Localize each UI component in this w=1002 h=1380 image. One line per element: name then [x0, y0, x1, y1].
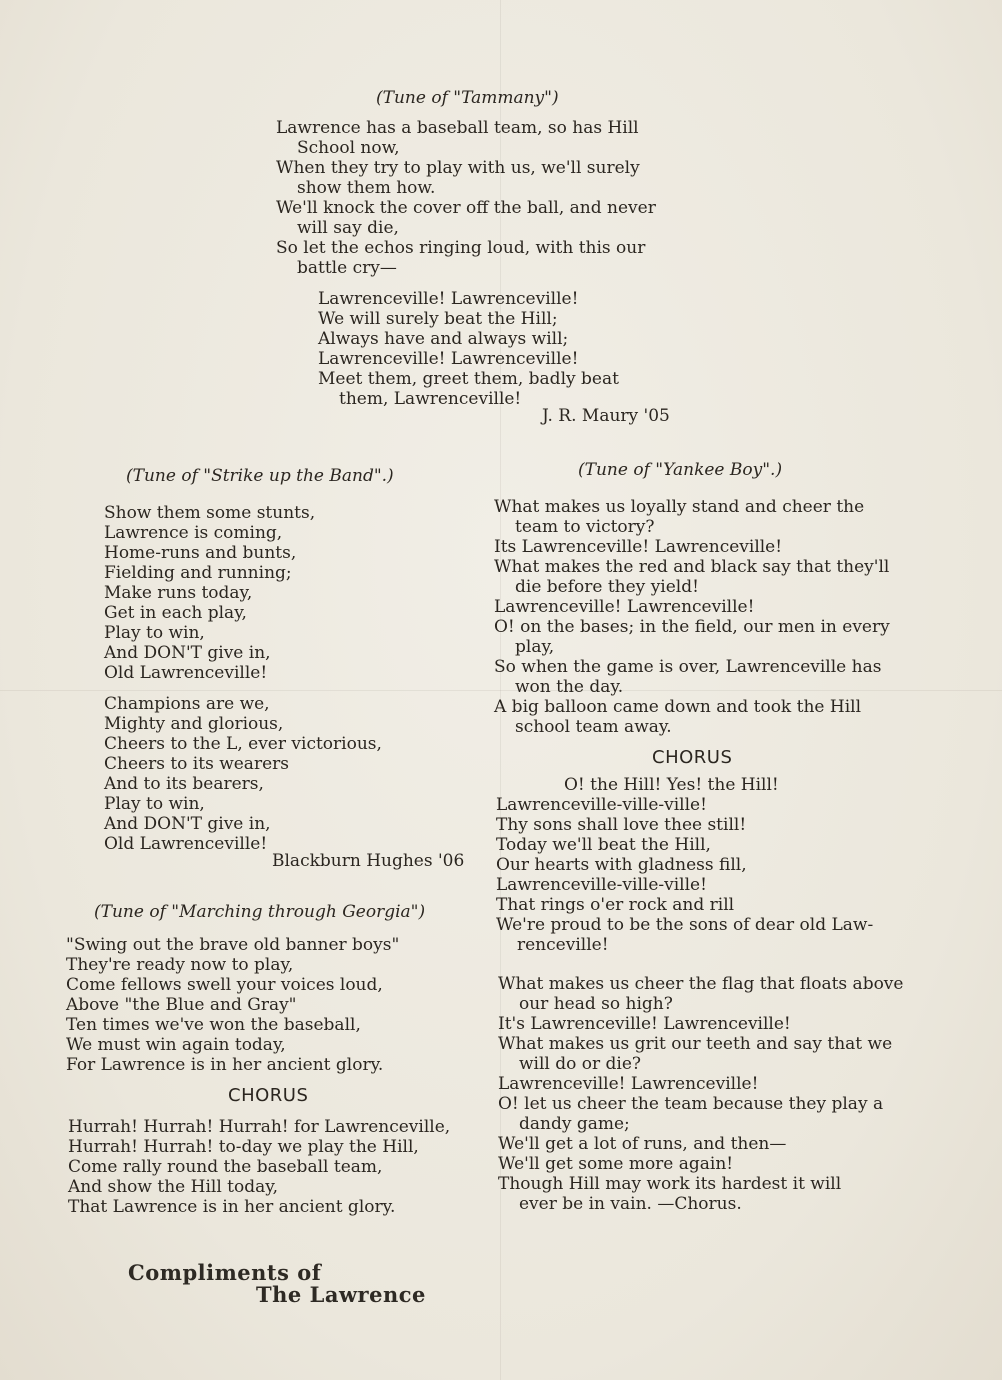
verse-line: Lawrenceville-ville-ville!: [496, 875, 707, 895]
verse-line: We'll get a lot of runs, and then—: [498, 1134, 787, 1154]
verse-line: show them how.: [297, 178, 436, 198]
tammany-title: (Tune of "Tammany"): [376, 88, 559, 108]
verse-line: "Swing out the brave old banner boys": [66, 935, 400, 955]
verse-line: What makes us grit our teeth and say that we: [498, 1034, 893, 1054]
verse-line: A big balloon came down and took the Hill: [494, 697, 862, 717]
verse-line: Play to win,: [104, 623, 205, 643]
verse-line: won the day.: [515, 677, 624, 697]
verse-line: our head so high?: [519, 994, 673, 1014]
verse-line: dandy game;: [519, 1114, 630, 1134]
verse-line: battle cry—: [297, 258, 397, 278]
georgia-title: (Tune of "Marching through Georgia"): [94, 902, 426, 922]
verse-line: Its Lawrenceville! Lawrenceville!: [494, 537, 783, 557]
yankee-boy-title: (Tune of "Yankee Boy".): [578, 460, 783, 480]
verse-line: What makes the red and black say that they'll: [494, 557, 890, 577]
verse-line: And DON'T give in,: [104, 814, 271, 834]
verse-line: Our hearts with gladness fill,: [496, 855, 747, 875]
georgia-chorus: [68, 1117, 468, 1217]
verse-line: Make runs today,: [104, 583, 253, 603]
verse-line: Lawrence has a baseball team, so has Hill: [276, 118, 639, 138]
verse-line: Play to win,: [104, 794, 205, 814]
georgia-verse: [66, 935, 466, 1075]
tammany-chorus: [318, 289, 678, 409]
verse-line: Cheers to its wearers: [104, 754, 289, 774]
verse-line: So when the game is over, Lawrenceville has: [494, 657, 882, 677]
verse-line: O! let us cheer the team because they play a: [498, 1094, 884, 1114]
footer-the-lawrence: The Lawrence: [256, 1282, 426, 1307]
verse-line: We will surely beat the Hill;: [318, 309, 558, 329]
verse-line: die before they yield!: [515, 577, 699, 597]
verse-line: Come fellows swell your voices loud,: [66, 975, 383, 995]
verse-line: Meet them, greet them, badly beat: [318, 369, 619, 389]
verse-line: renceville!: [517, 935, 609, 955]
tammany-author: J. R. Maury '05: [542, 406, 670, 426]
verse-line: Today we'll beat the Hill,: [496, 835, 711, 855]
verse-line: It's Lawrenceville! Lawrenceville!: [498, 1014, 791, 1034]
verse-line: Get in each play,: [104, 603, 247, 623]
verse-line: Lawrenceville! Lawrenceville!: [498, 1074, 759, 1094]
footer-compliments: Compliments of: [128, 1260, 322, 1285]
yankee-boy-verse1: [494, 497, 934, 737]
verse-line: School now,: [297, 138, 400, 158]
verse-line: will do or die?: [519, 1054, 642, 1074]
verse-line: Lawrenceville! Lawrenceville!: [318, 289, 579, 309]
strike-band-verse1: [104, 503, 464, 683]
verse-line: O! the Hill! Yes! the Hill!: [564, 775, 779, 795]
tammany-verse: [276, 118, 696, 278]
verse-line: We'll get some more again!: [498, 1154, 734, 1174]
verse-line: Show them some stunts,: [104, 503, 316, 523]
verse-line: They're ready now to play,: [66, 955, 294, 975]
verse-line: What makes us loyally stand and cheer the: [494, 497, 865, 517]
verse-line: Hurrah! Hurrah! Hurrah! for Lawrenceville,: [68, 1117, 451, 1137]
verse-line: We'll knock the cover off the ball, and never: [276, 198, 656, 218]
verse-line: Lawrenceville! Lawrenceville!: [494, 597, 755, 617]
verse-line: What makes us cheer the flag that floats above: [498, 974, 904, 994]
verse-line: Ten times we've won the baseball,: [66, 1015, 361, 1035]
verse-line: play,: [515, 637, 555, 657]
yankee-boy-chorus-heading: CHORUS: [652, 747, 733, 768]
verse-line: Home-runs and bunts,: [104, 543, 297, 563]
verse-line: school team away.: [515, 717, 672, 737]
verse-line: Lawrenceville-ville-ville!: [496, 795, 707, 815]
strike-band-title: (Tune of "Strike up the Band".): [126, 466, 394, 486]
verse-line: Old Lawrenceville!: [104, 663, 268, 683]
strike-band-verse2: [104, 694, 464, 854]
verse-line: Come rally round the baseball team,: [68, 1157, 383, 1177]
verse-line: ever be in vain. —Chorus.: [519, 1194, 742, 1214]
verse-line: We're proud to be the sons of dear old Law-: [496, 915, 874, 935]
verse-line: Hurrah! Hurrah! to-day we play the Hill,: [68, 1137, 419, 1157]
verse-line: will say die,: [297, 218, 399, 238]
verse-line: Above "the Blue and Gray": [66, 995, 297, 1015]
verse-line: And DON'T give in,: [104, 643, 271, 663]
verse-line: Old Lawrenceville!: [104, 834, 268, 854]
verse-line: Lawrenceville! Lawrenceville!: [318, 349, 579, 369]
verse-line: Mighty and glorious,: [104, 714, 284, 734]
verse-line: Cheers to the L, ever victorious,: [104, 734, 382, 754]
verse-line: When they try to play with us, we'll surely: [276, 158, 640, 178]
verse-line: For Lawrence is in her ancient glory.: [66, 1055, 384, 1075]
verse-line: And show the Hill today,: [68, 1177, 278, 1197]
verse-line: O! on the bases; in the field, our men in every: [494, 617, 890, 637]
verse-line: That rings o'er rock and rill: [496, 895, 735, 915]
verse-line: And to its bearers,: [104, 774, 264, 794]
verse-line: team to victory?: [515, 517, 655, 537]
verse-line: Always have and always will;: [318, 329, 569, 349]
verse-line: Thy sons shall love thee still!: [496, 815, 747, 835]
verse-line: Though Hill may work its hardest it will: [498, 1174, 842, 1194]
georgia-chorus-heading: CHORUS: [228, 1085, 309, 1106]
verse-line: Champions are we,: [104, 694, 270, 714]
yankee-boy-chorus: [496, 775, 936, 955]
strike-band-author: Blackburn Hughes '06: [272, 851, 465, 871]
verse-line: Lawrence is coming,: [104, 523, 283, 543]
verse-line: We must win again today,: [66, 1035, 286, 1055]
verse-line: That Lawrence is in her ancient glory.: [68, 1197, 396, 1217]
yankee-boy-verse2: [498, 974, 938, 1214]
verse-line: So let the echos ringing loud, with this our: [276, 238, 646, 258]
verse-line: Fielding and running;: [104, 563, 292, 583]
verse-line: them, Lawrenceville!: [339, 389, 522, 409]
